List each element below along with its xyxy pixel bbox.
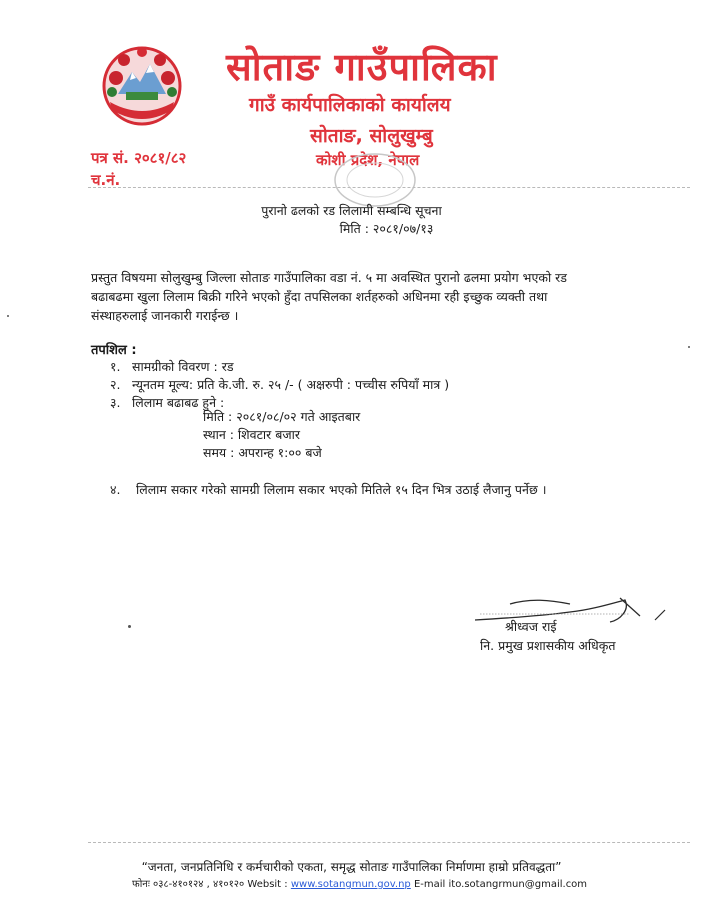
- paragraph-line: बढाबढमा खुला लिलाम बिक्री गरिने भएको हुँदा तपसिलका शर्तहरुको अधिनमा रही इच्छुक व्यक्ती तथा: [91, 289, 548, 304]
- notice-paragraph: [91, 268, 651, 325]
- office-stamp-icon: [330, 150, 420, 210]
- list-item: [110, 376, 449, 394]
- footer-email: E-mail ito.sotangrmun@gmail.com: [413, 879, 588, 890]
- office-place: सोताङ, सोलुखुम्बु: [310, 125, 433, 147]
- item-number: १.: [110, 359, 121, 374]
- auction-time: समय : अपरान्ह १:०० बजे: [203, 445, 322, 460]
- list-item: [110, 481, 546, 498]
- auction-date: मिति : २०८१/०८/०२ गते आइतबार: [203, 409, 361, 424]
- nepal-emblem-icon: [96, 42, 188, 128]
- scan-speck: [688, 346, 690, 348]
- conditions-list: [110, 358, 449, 412]
- footer-website-label: Websit :: [247, 879, 288, 890]
- notice-date: मिति : २०८१/०७/१३: [339, 221, 434, 236]
- office-province: कोशी प्रदेश, नेपाल: [316, 151, 420, 169]
- list-item: [110, 358, 449, 376]
- footer-contact: [132, 876, 587, 890]
- municipality-title: सोताङ गाउँपालिका: [226, 45, 498, 89]
- signature-scribble: [470, 590, 670, 630]
- paragraph-line: संस्थाहरुलाई जानकारी गराईन्छ ।: [91, 308, 239, 323]
- item-text: सामग्रीको विवरण : रड: [132, 359, 234, 374]
- footer-divider: [88, 842, 690, 843]
- footer-motto: “जनता, जनप्रतिनिधि र कर्मचारीको एकता, समृद्ध सोताङ गाउँपालिका निर्माणमा हाम्रो प्रतिवद्धता”: [141, 860, 562, 874]
- item-number: ३.: [110, 395, 121, 410]
- tapasil-heading: तपशिल :: [91, 343, 137, 358]
- item-text: लिलाम सकार गरेको सामग्री लिलाम सकार भएको मितिले १५ दिन भित्र उठाई लैजानु पर्नेछ ।: [135, 482, 547, 497]
- item-number: ४.: [110, 482, 121, 497]
- paragraph-line: प्रस्तुत विषयमा सोलुखुम्बु जिल्ला सोताङ गाउँपालिका वडा नं. ५ मा अवस्थित पुरानो ढलमा प्रयोग भएको रड: [91, 270, 567, 285]
- scan-speck: [7, 315, 9, 317]
- signatory-name: श्रीध्वज राई: [505, 619, 557, 634]
- auction-place: स्थान : शिवटार बजार: [203, 427, 301, 442]
- scan-speck: [128, 625, 131, 628]
- item-text: न्यूनतम मूल्य: प्रति के.जी. रु. २५ /- ( अक्षरुपी : पच्चीस रुपियाँ मात्र ): [132, 377, 450, 392]
- notice-subject: [0, 202, 703, 238]
- notice-title: पुरानो ढलको रड लिलामी सम्बन्धि सूचना: [261, 203, 442, 218]
- dispatch-number: च.नं.: [91, 171, 121, 189]
- office-name: गाउँ कार्यपालिकाको कार्यालय: [249, 94, 451, 116]
- item-text: लिलाम बढाबढ हुने :: [132, 395, 225, 410]
- reference-block: [91, 147, 186, 191]
- item-number: २.: [110, 377, 121, 392]
- signatory-designation: नि. प्रमुख प्रशासकीय अधिकृत: [480, 638, 616, 653]
- header-divider: [88, 187, 690, 188]
- auction-details: [203, 408, 360, 462]
- ref-number: पत्र सं. २०८१/८२: [91, 149, 187, 167]
- website-link[interactable]: www.sotangmun.gov.np: [290, 879, 411, 890]
- footer-phone: फोनः ०३८-४१०१२४ , ४१०१२०: [132, 879, 245, 890]
